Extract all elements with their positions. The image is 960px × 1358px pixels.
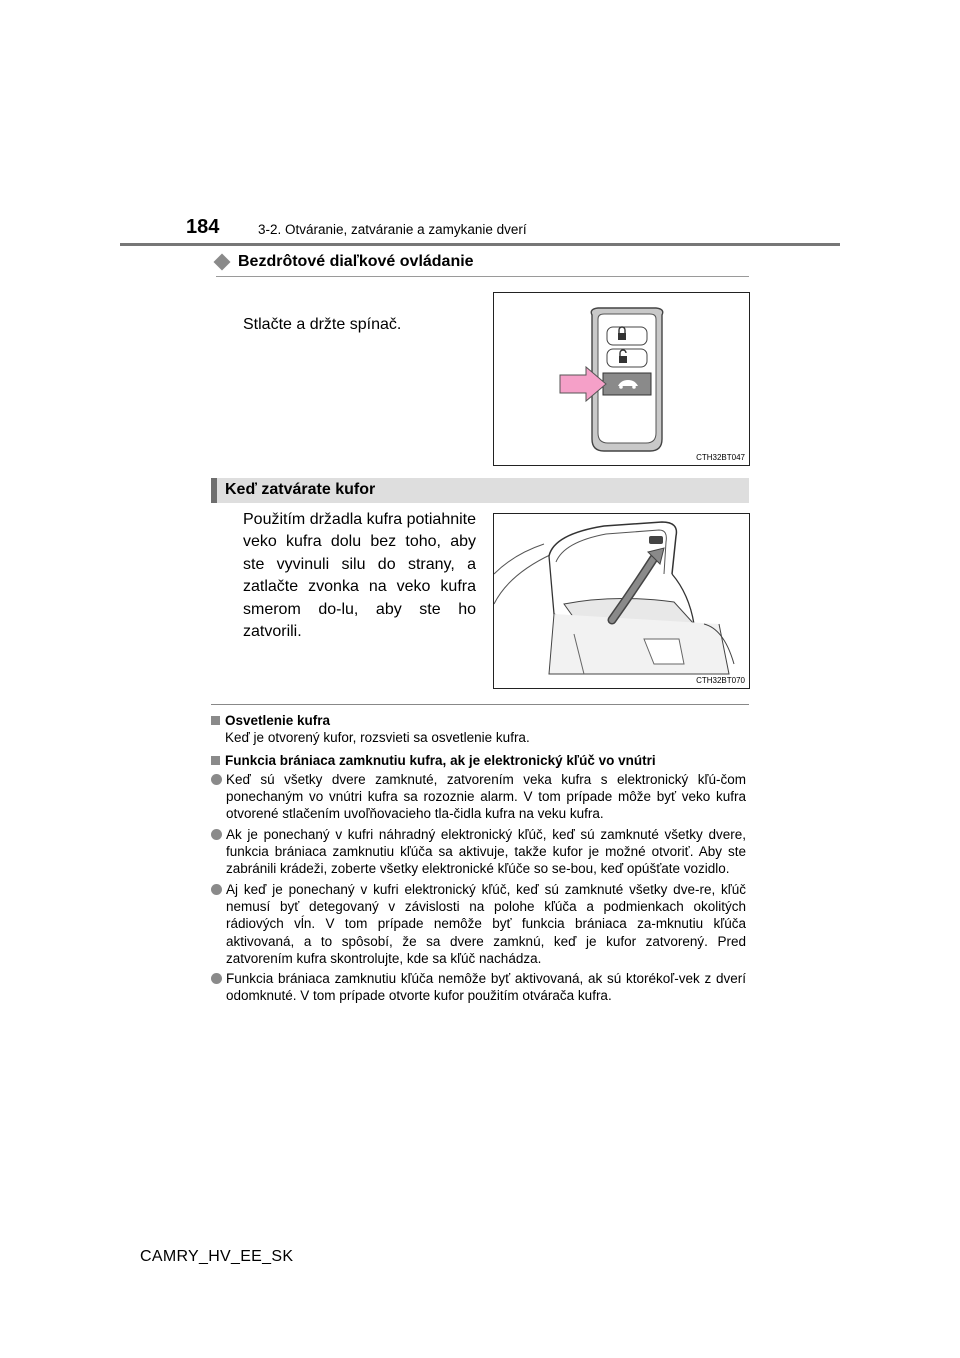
list-item — [211, 881, 749, 967]
heading-accent — [211, 478, 217, 503]
list-item — [211, 826, 749, 878]
section-heading-remote — [216, 253, 474, 271]
trunk-close-instructions: Použitím držadla kufra potiahnite veko kufra dolu bez toho, aby ste vyvinuli silu do strany, a zatlačte zvonka na veko kufra smerom do-lu, aby ste ho zatvorili. — [243, 511, 477, 641]
chapter-title: 3-2. Otváranie, zatváranie a zamykanie dverí — [258, 222, 527, 237]
list-item-text: Keď sú všetky dvere zamknuté, zatvorením veka kufra s elektronický kľú-čom ponechaným vo vnútri kufra sa rozoznie alarm. V tom prípade môže byť veko kufra otvorené stlačením uvoľňovacieho tla-čidla kufra na veku kufra. — [226, 771, 746, 822]
section-heading-text: Keď zatvárate kufor — [225, 481, 376, 498]
circle-bullet-icon — [211, 774, 222, 785]
figure-code: CTH32BT047 — [696, 453, 745, 462]
section-rule — [216, 276, 749, 277]
notes-divider — [211, 704, 749, 705]
list-item-text: Funkcia brániaca zamknutiu kľúča nemôže byť aktivovaná, ak sú ktorékoľ-vek z dverí odomknuté. V tom prípade otvorte kufor použitím otvárača kufra. — [226, 971, 746, 1004]
figure-code: CTH32BT070 — [696, 676, 745, 685]
list-item-text: Ak je ponechaný v kufri náhradný elektronický kľúč, keď sú zamknuté všetky dvere, funkcia brániaca zamknutiu kľúča sa aktivuje, takže kufor je možné otvoriť. Aby ste zabránili krádeži, zoberte všetky elektronické kľúče so se-bou, keď opúšťate vozidlo. — [226, 826, 746, 877]
trunk-illustration — [493, 513, 750, 689]
square-bullet-icon — [211, 716, 220, 725]
trunk-drawing — [494, 514, 749, 688]
note-heading-lockin — [211, 752, 749, 769]
key-fob-illustration — [493, 292, 750, 466]
list-item — [211, 771, 749, 823]
notes-section — [211, 710, 749, 1008]
diamond-bullet-icon — [214, 254, 231, 271]
list-item — [211, 970, 749, 1005]
section-heading-text: Bezdrôtové diaľkové ovládanie — [238, 253, 474, 270]
circle-bullet-icon — [211, 829, 222, 840]
header-rule — [120, 243, 840, 246]
circle-bullet-icon — [211, 973, 222, 984]
list-item-text: Aj keď je ponechaný v kufri elektronický kľúč, keď sú zamknuté všetky dve-re, kľúč nemusí byť detegovaný v závislosti na polohe kľúča a podmienkach okolitých rádiových vĺn. V tom prípade nemôže byť funkcia brániaca za-mknutiu kľúča aktivovaná, a to spôsobí, že sa dvere zamknú, keď je kufor zatvorený. Pred zatvorením kufra skontrolujte, kde sa kľúč nachádza. — [226, 881, 746, 966]
note-text-lighting: Keď je otvorený kufor, rozsvieti sa osvetlenie kufra. — [225, 730, 530, 746]
note-heading-lighting — [211, 712, 749, 729]
page-number: 184 — [186, 216, 220, 238]
instruction-text: Stlačte a držte spínač. — [243, 316, 402, 333]
square-bullet-icon — [211, 756, 220, 765]
circle-bullet-icon — [211, 884, 222, 895]
key-fob-drawing — [494, 293, 749, 465]
section-heading-trunk — [211, 478, 749, 503]
model-code-footer: CAMRY_HV_EE_SK — [140, 1248, 294, 1265]
note-heading-text: Funkcia brániaca zamknutiu kufra, ak je elektronický kľúč vo vnútri — [225, 752, 656, 768]
note-heading-text: Osvetlenie kufra — [225, 713, 331, 728]
